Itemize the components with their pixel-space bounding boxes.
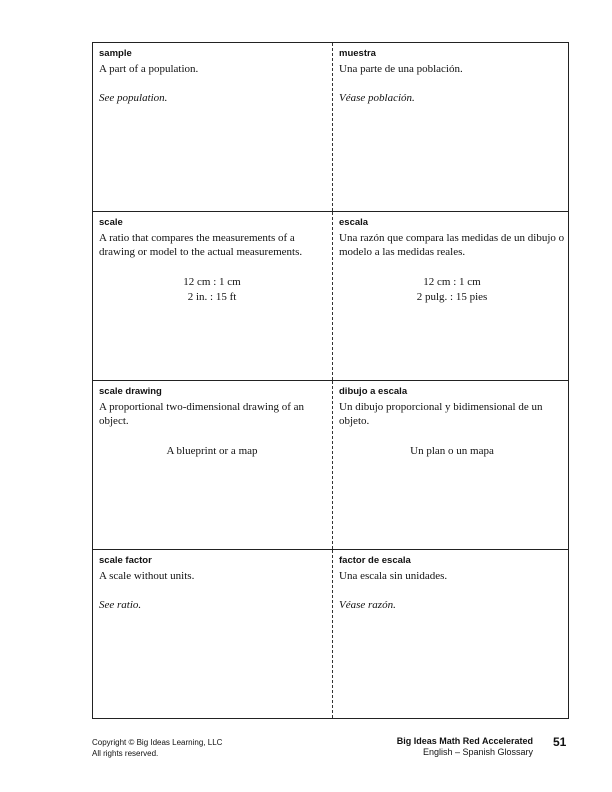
see-also-note: Véase población. bbox=[339, 92, 415, 104]
example: Un plan o un mapa bbox=[410, 445, 494, 457]
example: 12 cm : 1 cm bbox=[183, 276, 241, 288]
see-also-note: See population. bbox=[99, 92, 168, 104]
definition: A ratio that compares the measurements of a drawing or model to the actual measurements. bbox=[99, 232, 303, 258]
footer-copyright bbox=[92, 737, 222, 759]
spanish-entry bbox=[333, 381, 571, 549]
definition: Un dibujo proporcional y bidimensional de un objeto. bbox=[339, 401, 543, 427]
english-entry bbox=[93, 550, 331, 718]
term: scale bbox=[99, 217, 123, 228]
term: scale drawing bbox=[99, 386, 162, 397]
english-entry bbox=[93, 43, 331, 211]
glossary-grid bbox=[92, 42, 569, 719]
definition: Una parte de una población. bbox=[339, 63, 463, 75]
footer-book-info bbox=[397, 736, 533, 758]
examples bbox=[339, 275, 565, 305]
definition: A part of a population. bbox=[99, 63, 199, 75]
term: factor de escala bbox=[339, 555, 411, 566]
definition: Una escala sin unidades. bbox=[339, 570, 448, 582]
examples bbox=[339, 444, 565, 459]
book-title: Big Ideas Math Red Accelerated bbox=[396, 736, 533, 746]
english-entry bbox=[93, 381, 331, 549]
example: 2 in. : 15 ft bbox=[187, 291, 237, 303]
spanish-entry bbox=[333, 212, 571, 380]
glossary-row-scale bbox=[93, 212, 568, 381]
example: A blueprint or a map bbox=[166, 445, 258, 457]
see-also-note: See ratio. bbox=[99, 599, 142, 611]
english-entry bbox=[93, 212, 331, 380]
glossary-row-scale-factor bbox=[93, 550, 568, 718]
definition: Una razón que compara las medidas de un dibujo o modelo a las medidas reales. bbox=[339, 232, 565, 258]
examples bbox=[99, 275, 325, 305]
spanish-entry bbox=[333, 43, 571, 211]
glossary-subtitle: English – Spanish Glossary bbox=[422, 747, 533, 757]
term: scale factor bbox=[99, 555, 152, 566]
term: muestra bbox=[339, 48, 376, 59]
term: sample bbox=[99, 48, 132, 59]
example: 12 cm : 1 cm bbox=[423, 276, 481, 288]
example: 2 pulg. : 15 pies bbox=[416, 291, 488, 303]
examples bbox=[99, 444, 325, 459]
glossary-row-sample bbox=[93, 43, 568, 212]
copyright-text: Copyright © Big Ideas Learning, LLC bbox=[92, 738, 223, 747]
see-also-note: Véase razón. bbox=[339, 599, 396, 611]
glossary-row-scale-drawing bbox=[93, 381, 568, 550]
spanish-entry bbox=[333, 550, 571, 718]
rights-text: All rights reserved. bbox=[92, 749, 159, 758]
definition: A proportional two-dimensional drawing of an object. bbox=[99, 401, 304, 427]
term: dibujo a escala bbox=[339, 386, 408, 397]
term: escala bbox=[339, 217, 369, 228]
page-number: 51 bbox=[553, 735, 567, 749]
definition: A scale without units. bbox=[99, 570, 195, 582]
